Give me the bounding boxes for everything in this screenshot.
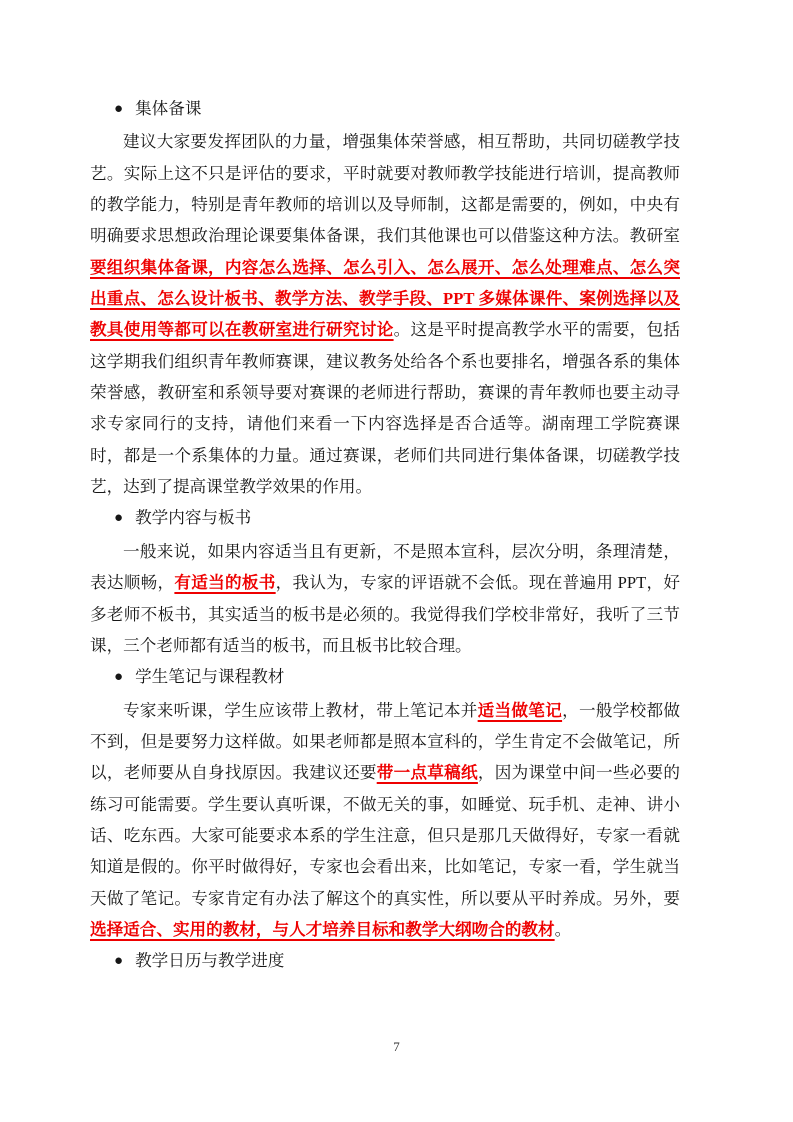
text-run: 。这是平时提高教学水平的需要，包括这学期我们组织青年教师赛课，建议教务处给各个系也要排名，增强各系的集体荣誉感，教研室和系领导要对赛课的老师进行帮助，赛课的青年教师也要主动寻求专家同行的支持，请他们来看一下内容选择是否合适等。湖南理工学院赛课时，都是一个系集体的力量。通过赛课，老师们共同进行集体备课，切磋教学技艺，达到了提高课堂教学效果的作用。 — [90, 320, 681, 497]
highlighted-text-run: 带一点草稿纸 — [376, 763, 478, 783]
highlighted-text-run: 要组织集体备课，内容怎么选择、怎么引入、怎么展开、怎么处理难点、怎么突出重点、怎么设计板书、教学方法、教学手段、PPT 多媒体课件、案例选择以及教具使用等都可以在教研室进行研究讨论 — [90, 257, 680, 340]
bullet-icon: ● — [114, 510, 124, 527]
paragraph — [90, 536, 680, 661]
section-heading-label: 集体备课 — [135, 99, 202, 118]
text-run: ，因为课堂中间一些必要的练习可能需要。学生要认真听课，不做无关的事，如睡觉、玩手机、走神、讲小话、吃东西。大家可能要求本系的学生注意，但只是那几天做得好，专家一看就知道是假的。你平时做得好，专家也会看出来，比如笔记，专家一看，学生就当天做了笔记。专家肯定有办法了解这个的真实性，所以要从平时养成。另外，要 — [90, 763, 681, 908]
highlighted-text-run: 适当做笔记 — [477, 700, 563, 720]
section-heading — [90, 661, 680, 694]
bullet-icon: ● — [114, 953, 124, 970]
text-run: 专家来听课，学生应该带上教材，带上笔记本并 — [123, 700, 478, 720]
section-heading — [90, 93, 680, 126]
highlighted-text-run: 有适当的板书 — [174, 573, 276, 593]
text-run: 建议大家要发挥团队的力量，增强集体荣誉感，相互帮助，共同切磋教学技艺。实际上这不只是评估的要求，平时就要对教师教学技能进行培训，提高教师的教学能力，特别是青年教师的培训以及导师制，这都是需要的，例如，中央有明确要求思想政治理论课要集体备课，我们其他课也可以借鉴这种方法。教研室 — [90, 132, 680, 246]
highlighted-text-run: 选择适合、实用的教材，与人才培养目标和教学大纲吻合的教材 — [90, 919, 555, 939]
page-footer — [0, 1038, 793, 1056]
section-heading — [90, 502, 680, 535]
bullet-icon: ● — [114, 101, 124, 117]
bullet-icon: ● — [114, 669, 124, 686]
section-heading-label: 教学内容与板书 — [135, 508, 252, 528]
text-run: 一般来说，如果内容适当且有更新，不是照本宣科，层次分明，条理清楚，表达顺畅， — [90, 541, 680, 593]
section-heading — [90, 945, 680, 978]
document-body — [90, 93, 680, 979]
text-run: 。 — [554, 919, 572, 939]
page-number: 7 — [393, 1039, 400, 1054]
paragraph — [90, 126, 680, 502]
text-run: ，我认为，专家的评语就不会低。现在普遍用 PPT，好多老师不板书，其实适当的板书是必须的。我觉得我们学校非常好，我听了三节课，三个老师都有适当的板书，而且板书比较合理。 — [90, 573, 681, 655]
section-heading-label: 学生笔记与课程教材 — [135, 667, 285, 687]
paragraph — [90, 695, 680, 946]
section-heading-label: 教学日历与教学进度 — [135, 951, 285, 971]
text-run: ，一般学校都做不到，但是要努力这样做。如果老师都是照本宣科的，学生肯定不会做笔记，所以，老师要从自身找原因。我建议还要 — [90, 700, 681, 783]
